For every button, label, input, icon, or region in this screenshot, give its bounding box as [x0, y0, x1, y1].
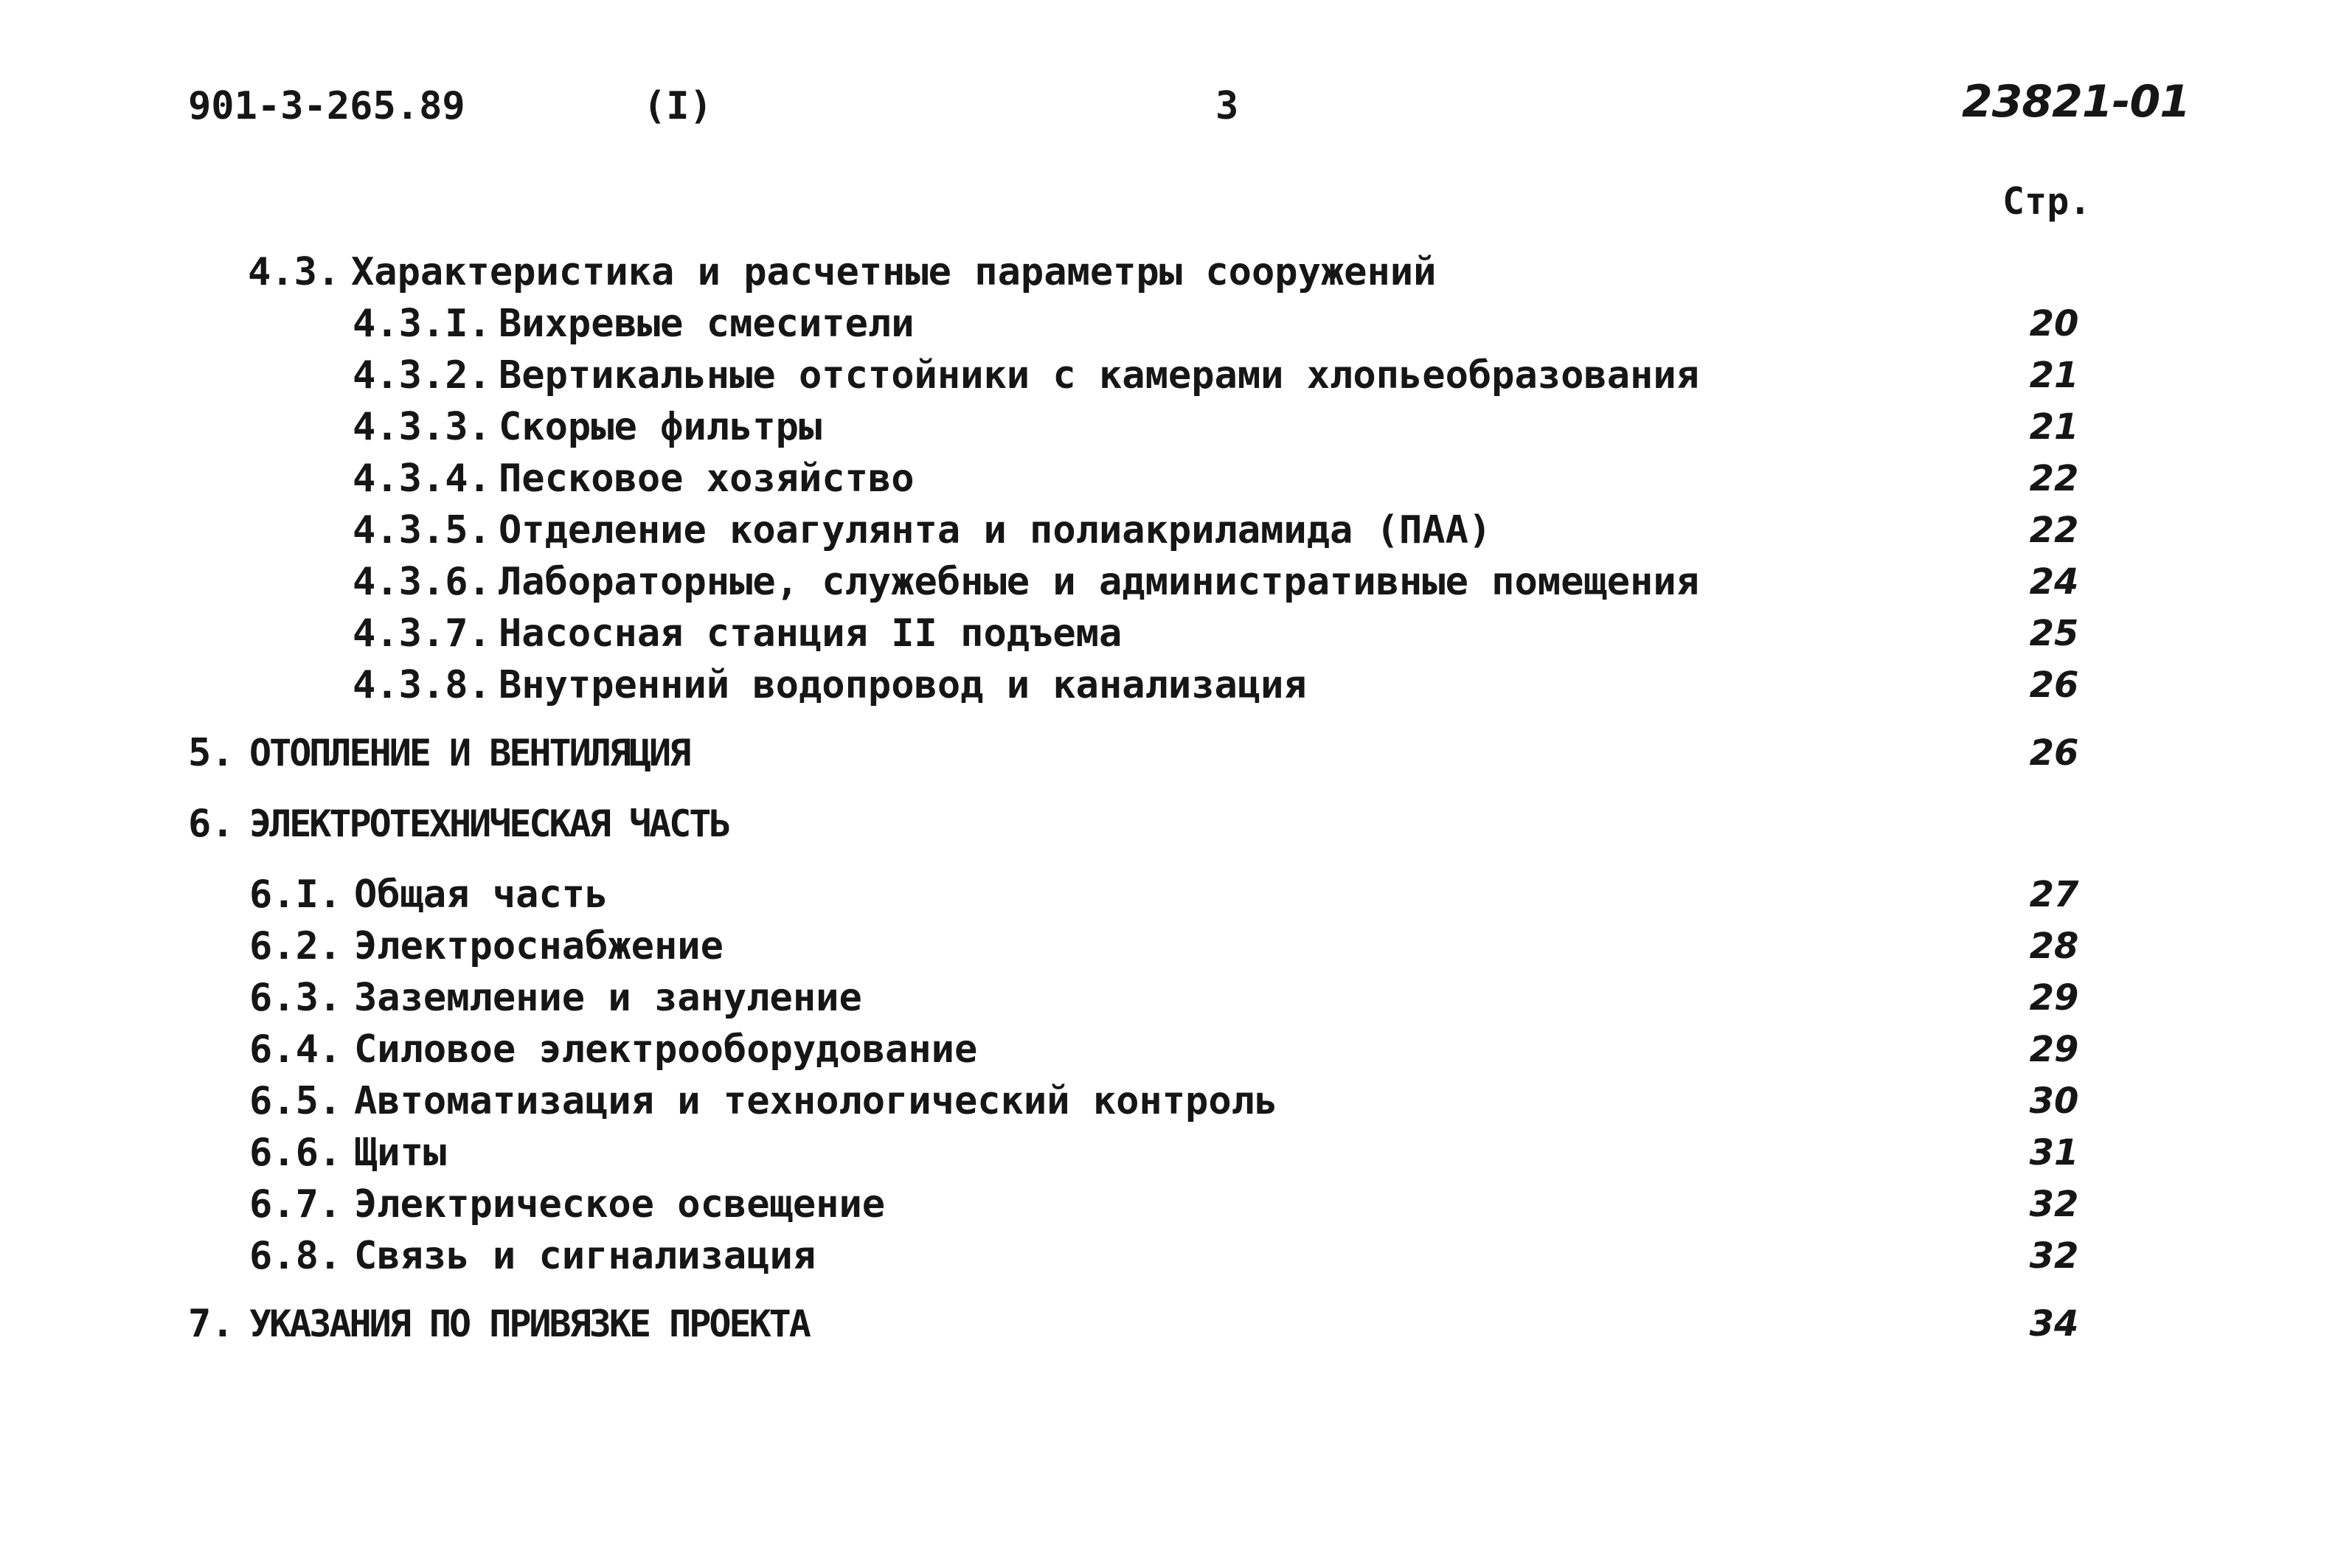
- toc-entry-number: 6.6.: [249, 1131, 342, 1175]
- toc-entry-number: 6.2.: [249, 924, 342, 968]
- toc-entry-page: 30: [2029, 1080, 2079, 1122]
- page-column-heading: Стр.: [2002, 180, 2092, 223]
- toc-entry-title: Общая часть: [354, 873, 608, 917]
- toc-entry-page: 29: [2029, 1029, 2079, 1070]
- toc-entry-number: 6.3.: [249, 976, 342, 1020]
- toc-entry: [0, 869, 2352, 920]
- toc-entry-number: 4.3.: [248, 250, 341, 294]
- toc-entry-title: Характеристика и расчетные параметры сооружений: [351, 250, 1437, 294]
- toc-entry: [0, 1127, 2352, 1179]
- toc-entry: [0, 1230, 2352, 1282]
- toc-entry-page: 25: [2029, 613, 2079, 654]
- toc-entry: [0, 972, 2352, 1024]
- toc-entry-title: ОТОПЛЕНИЕ И ВЕНТИЛЯЦИЯ: [249, 732, 690, 774]
- toc-entry-title: Вихревые смесители: [499, 302, 915, 346]
- toc-entry-title: Автоматизация и технологический контроль: [354, 1079, 1278, 1123]
- toc-entry-number: 6.I.: [249, 873, 342, 917]
- toc-entry-title: Скорые фильтры: [499, 405, 822, 449]
- toc-entry-title: Лабораторные, служебные и административные помещения: [499, 560, 1699, 604]
- toc-entry-number: 4.3.6.: [353, 560, 491, 604]
- toc-entry-title: Песковое хозяйство: [499, 457, 915, 501]
- toc-entry-title: Связь и сигнализация: [354, 1234, 816, 1278]
- toc-entry-title: Силовое электрооборудование: [354, 1027, 978, 1072]
- toc-entry-page: 29: [2029, 977, 2079, 1019]
- toc-entry: [0, 1179, 2352, 1230]
- document-code: 901-3-265.89: [188, 84, 465, 128]
- toc-entry-page: 34: [2029, 1303, 2079, 1345]
- toc-entry-number: 4.3.I.: [353, 302, 491, 346]
- toc-entry-page: 27: [2029, 874, 2079, 915]
- handwritten-inventory-number: 23821-01: [1961, 76, 2190, 128]
- toc-entry-title: Электрическое освещение: [354, 1182, 886, 1227]
- toc-entry-title: Насосная станция II подъема: [499, 611, 1123, 656]
- toc-entry-number: 6.5.: [249, 1079, 342, 1123]
- toc-entry: [0, 659, 2352, 711]
- toc-entry-title: УКАЗАНИЯ ПО ПРИВЯЗКЕ ПРОЕКТА: [249, 1302, 809, 1345]
- toc-entry-number: 4.3.4.: [353, 457, 491, 501]
- toc-entry: [0, 350, 2352, 401]
- toc-entry-number: 7.: [188, 1302, 235, 1346]
- toc-entry-page: 28: [2029, 926, 2079, 967]
- toc-entry: [0, 1075, 2352, 1127]
- toc-entry-number: 4.3.5.: [353, 508, 491, 552]
- toc-entry: [0, 401, 2352, 453]
- page-number: 3: [1215, 84, 1239, 128]
- toc-entry-title: Внутренний водопровод и канализация: [499, 663, 1307, 707]
- toc-section: [0, 1298, 2352, 1350]
- toc-entry-title: Электроснабжение: [354, 924, 724, 968]
- toc-entry-page: 26: [2029, 732, 2079, 774]
- toc-section: [0, 727, 2352, 779]
- toc-entry: [0, 556, 2352, 608]
- toc-entry: [0, 1024, 2352, 1075]
- toc-entry-page: 21: [2029, 355, 2079, 396]
- toc-entry: [0, 453, 2352, 504]
- toc-entry-number: 4.3.7.: [353, 611, 491, 656]
- toc-entry-title: Щиты: [354, 1131, 447, 1175]
- part-number: (I): [643, 84, 712, 128]
- toc-entry: [0, 298, 2352, 350]
- toc-entry-page: 20: [2029, 303, 2079, 344]
- toc-entry: [0, 920, 2352, 972]
- toc-entry-page: 22: [2029, 458, 2079, 499]
- toc-entry-page: 24: [2029, 561, 2079, 603]
- toc-entry-number: 4.3.2.: [353, 353, 491, 398]
- toc-entry-number: 4.3.8.: [353, 663, 491, 707]
- toc-entry: [0, 246, 2352, 298]
- toc-entry-number: 4.3.3.: [353, 405, 491, 449]
- toc-entry: [0, 608, 2352, 659]
- toc-entry-number: 6.7.: [249, 1182, 342, 1227]
- toc-entry-page: 21: [2029, 406, 2079, 448]
- toc-entry-number: 5.: [188, 731, 235, 775]
- toc-entry-page: 22: [2029, 510, 2079, 551]
- toc-entry-number: 6.8.: [249, 1234, 342, 1278]
- toc-entry: [0, 504, 2352, 556]
- toc-entry-page: 26: [2029, 665, 2079, 706]
- toc-entry-page: 32: [2029, 1235, 2079, 1277]
- toc-entry-number: 6.: [188, 802, 235, 846]
- toc-entry-title: ЭЛЕКТРОТЕХНИЧЕСКАЯ ЧАСТЬ: [249, 802, 729, 845]
- toc-section: [0, 798, 2352, 850]
- toc-entry-page: 31: [2029, 1132, 2079, 1173]
- toc-entry-page: 32: [2029, 1184, 2079, 1225]
- toc-entry-title: Заземление и зануление: [354, 976, 862, 1020]
- toc-entry-number: 6.4.: [249, 1027, 342, 1072]
- toc-entry-title: Отделение коагулянта и полиакриламида (ПАА): [499, 508, 1492, 552]
- toc-entry-title: Вертикальные отстойники с камерами хлопьеобразования: [499, 353, 1699, 398]
